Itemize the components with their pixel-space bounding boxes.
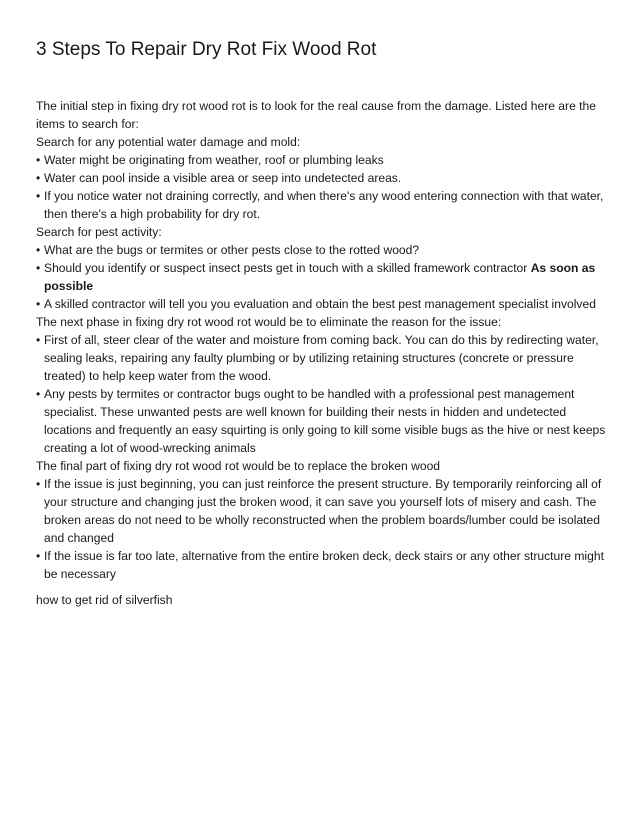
bullet-icon: • xyxy=(36,171,41,185)
bullet-icon: • xyxy=(36,297,41,311)
list-item: • If you notice water not draining correctly, and when there's any wood entering connection with that water, then there's a high probability for dry rot. xyxy=(36,189,604,221)
silverfish-link[interactable]: how to get rid of silverfish xyxy=(36,593,173,607)
bullet-icon: • xyxy=(36,333,41,347)
bullet-icon: • xyxy=(36,549,41,563)
list-item: • If the issue is just beginning, you can just reinforce the present structure. By temporarily reinforcing all of your structure and changing just the broken wood, it can save you yourself lots of misery and cash. The broken areas do not need to be wholly reconstructed when the problem boards/lumber could be isolated and changed xyxy=(36,477,602,545)
intro-paragraph: The initial step in fixing dry rot wood rot is to look for the real cause from the damage. Listed here are the items to search for: xyxy=(36,99,596,131)
bullet-icon: • xyxy=(36,477,41,491)
bullet-icon: • xyxy=(36,243,41,257)
list-item: • Water can pool inside a visible area or seep into undetected areas. xyxy=(36,171,402,185)
section-heading-replace: The final part of fixing dry rot wood rot would be to replace the broken wood xyxy=(36,459,441,473)
list-item: • If the issue is far too late, alternative from the entire broken deck, deck stairs or any other structure might be necessary xyxy=(36,549,604,581)
section-heading-water: Search for any potential water damage and mold: xyxy=(36,135,301,149)
list-item: • First of all, steer clear of the water and moisture from coming back. You can do this by redirecting water, sealing leaks, repairing any faulty plumbing or by utilizing retaining structures (concrete or pressure treated) to help keep water from the wood. xyxy=(36,333,599,383)
section-heading-eliminate: The next phase in fixing dry rot wood rot would be to eliminate the reason for the issue: xyxy=(36,315,502,329)
article-body xyxy=(36,97,606,609)
bullet-icon: • xyxy=(36,153,41,167)
list-item: • Water might be originating from weather, roof or plumbing leaks xyxy=(36,153,384,167)
bullet-icon: • xyxy=(36,189,41,203)
bullet-icon: • xyxy=(36,387,41,401)
list-item: • What are the bugs or termites or other pests close to the rotted wood? xyxy=(36,243,420,257)
list-item: • Should you identify or suspect insect pests get in touch with a skilled framework contractor As soon as possible xyxy=(36,261,596,293)
emphasis-text: As soon as possible xyxy=(44,261,596,293)
bullet-icon: • xyxy=(36,261,41,275)
section-heading-pests: Search for pest activity: xyxy=(36,225,162,239)
page-title: 3 Steps To Repair Dry Rot Fix Wood Rot xyxy=(36,39,377,60)
list-item: • A skilled contractor will tell you you evaluation and obtain the best pest management specialist involved xyxy=(36,297,596,311)
list-item: • Any pests by termites or contractor bugs ought to be handled with a professional pest management specialist. These unwanted pests are well known for building their nests in hidden and undetected locations and frequently an easy squirting is only going to kill some visible bugs as the hive or nest keeps creating a lot of wood-wrecking animals xyxy=(36,387,606,455)
